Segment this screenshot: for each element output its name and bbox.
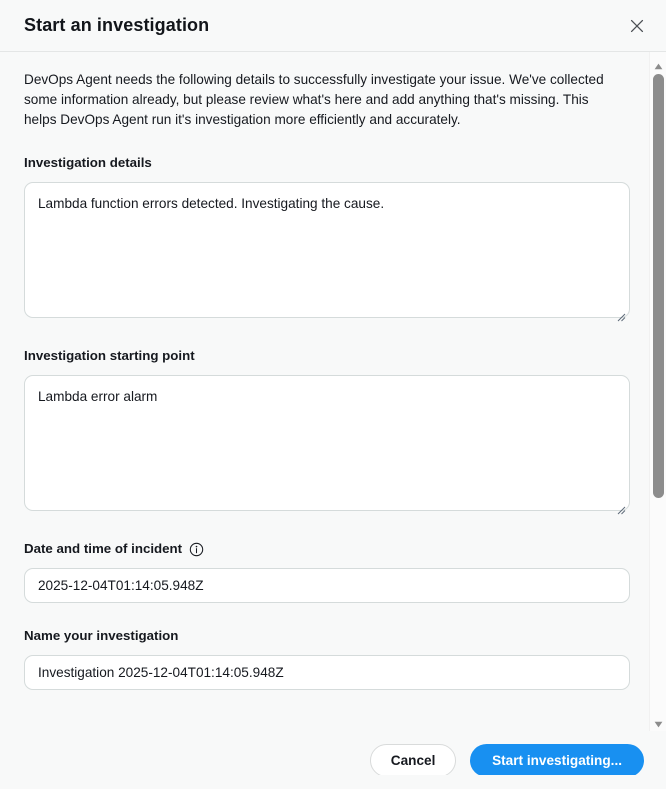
label-incident-datetime bbox=[24, 540, 642, 558]
investigation-name-input[interactable] bbox=[24, 655, 630, 690]
label-text: Investigation starting point bbox=[24, 348, 195, 363]
field-investigation-name bbox=[24, 627, 642, 690]
dialog-body bbox=[0, 52, 666, 731]
dialog-bottom-strip bbox=[0, 775, 666, 789]
field-investigation-starting-point bbox=[24, 347, 642, 516]
scroll-down-arrow-button[interactable] bbox=[650, 716, 666, 732]
scrollbar-thumb[interactable] bbox=[653, 74, 664, 498]
scroll-up-arrow-button[interactable] bbox=[650, 58, 666, 74]
caret-up-icon bbox=[654, 57, 663, 75]
start-investigating-button[interactable]: Start investigating... bbox=[470, 744, 644, 777]
dialog-header bbox=[0, 0, 666, 52]
field-investigation-details bbox=[24, 154, 642, 323]
close-button[interactable] bbox=[622, 11, 652, 41]
close-icon bbox=[630, 19, 644, 33]
caret-down-icon bbox=[654, 715, 663, 733]
investigation-starting-point-textarea[interactable] bbox=[24, 375, 630, 511]
starting-point-wrapper bbox=[24, 375, 630, 516]
cancel-button[interactable]: Cancel bbox=[370, 744, 456, 777]
incident-datetime-input[interactable] bbox=[24, 568, 630, 603]
info-circle-icon[interactable] bbox=[189, 542, 204, 557]
label-investigation-name bbox=[24, 627, 642, 645]
dialog-title: Start an investigation bbox=[24, 14, 210, 35]
label-text: Name your investigation bbox=[24, 628, 179, 643]
label-investigation-starting-point bbox=[24, 347, 642, 365]
dialog-body-wrapper bbox=[0, 52, 666, 731]
investigation-details-wrapper bbox=[24, 182, 630, 323]
label-text: Date and time of incident bbox=[24, 541, 183, 556]
field-incident-datetime bbox=[24, 540, 642, 603]
intro-paragraph: DevOps Agent needs the following details to successfully investigate your issue. We've collected some information already, but please review what's here and add anything that's missing. This helps DevOps Agent run it's investigation more efficiently and accurately. bbox=[24, 72, 604, 127]
label-text: Investigation details bbox=[24, 155, 152, 170]
vertical-scrollbar[interactable] bbox=[649, 52, 666, 731]
label-investigation-details bbox=[24, 154, 642, 172]
investigation-details-textarea[interactable] bbox=[24, 182, 630, 318]
